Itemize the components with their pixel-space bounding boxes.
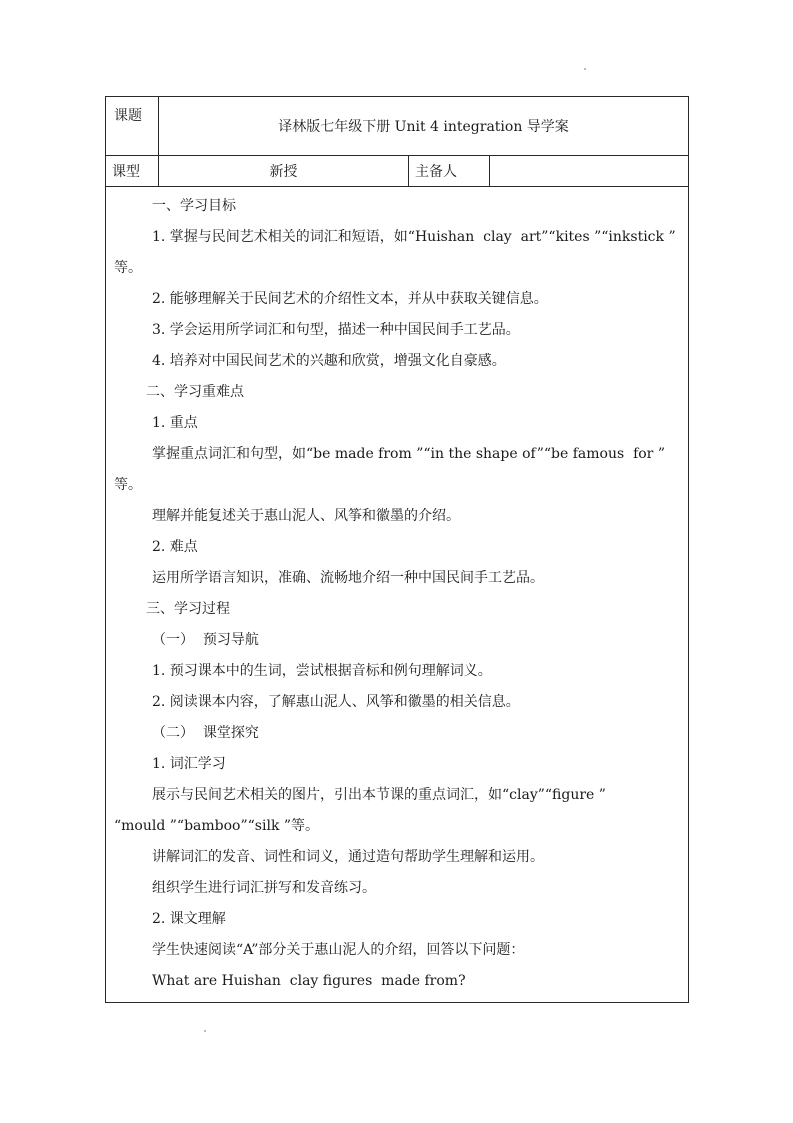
preview-item-2: 2. 阅读课本内容，了解惠山泥人、风筝和徽墨的相关信息。 — [152, 694, 520, 710]
scan-speck — [584, 68, 586, 70]
objective-4: 4. 培养对中国民间艺术的兴趣和欣赏，增强文化自豪感。 — [152, 353, 506, 369]
vocab-text-3: 组织学生进行词汇拼写和发音练习。 — [152, 880, 376, 896]
text-comprehension-instruction: 学生快速阅读“A”部分关于惠山泥人的介绍，回答以下问题： — [152, 942, 525, 958]
objective-1: 1. 掌握与民间艺术相关的词汇和短语，如“Huishan clay art”“kites ”“inkstick ” — [152, 229, 676, 245]
topic-label: 课题 — [106, 97, 159, 156]
vocab-text: 展示与民间艺术相关的图片，引出本节课的重点词汇，如“clay”“figure ” — [152, 787, 606, 803]
type-value: 新授 — [159, 156, 409, 187]
vocab-text-2: 讲解词汇的发音、词性和词义，通过造句帮助学生理解和运用。 — [152, 849, 544, 865]
objective-1-cont: 等。 — [114, 260, 142, 276]
objective-2: 2. 能够理解关于民间艺术的介绍性文本，并从中获取关键信息。 — [152, 291, 548, 307]
difficulty-text: 运用所学语言知识，准确、流畅地介绍一种中国民间手工艺品。 — [152, 570, 544, 586]
section-heading: 一、学习目标 — [152, 198, 236, 214]
section-heading: 三、学习过程 — [146, 601, 230, 617]
objective-3: 3. 学会运用所学词汇和句型，描述一种中国民间手工艺品。 — [152, 322, 520, 338]
key-points-heading: 1. 重点 — [152, 415, 198, 431]
title-row — [106, 97, 689, 156]
question-1: What are Huishan clay figures made from? — [152, 973, 466, 989]
content-cell — [106, 187, 689, 1003]
vocab-text-cont: “mould ”“bamboo”“silk ”等。 — [114, 818, 320, 834]
subsection-heading: （一） 预习导航 — [152, 632, 259, 648]
scan-speck — [204, 1030, 206, 1032]
key-points-text: 掌握重点词汇和句型，如“be made from ”“in the shape of”“be famous for ” — [152, 446, 665, 462]
key-points-text-2: 理解并能复述关于惠山泥人、风筝和徽墨的介绍。 — [152, 508, 460, 524]
type-row — [106, 156, 689, 187]
preparer-label: 主备人 — [409, 156, 490, 187]
difficulty-heading: 2. 难点 — [152, 539, 198, 555]
document-title: 译林版七年级下册 Unit 4 integration 导学案 — [159, 97, 689, 156]
subsection-heading: （二） 课堂探究 — [152, 725, 259, 741]
type-label: 课型 — [106, 156, 159, 187]
lesson-plan-table — [105, 96, 689, 1003]
text-comprehension-heading: 2. 课文理解 — [152, 911, 226, 927]
vocab-heading: 1. 词汇学习 — [152, 756, 226, 772]
preview-item-1: 1. 预习课本中的生词，尝试根据音标和例句理解词义。 — [152, 663, 492, 679]
section-heading: 二、学习重难点 — [146, 384, 244, 400]
preparer-value — [490, 156, 689, 187]
content-row — [106, 187, 689, 1003]
key-points-text-cont: 等。 — [114, 477, 142, 493]
